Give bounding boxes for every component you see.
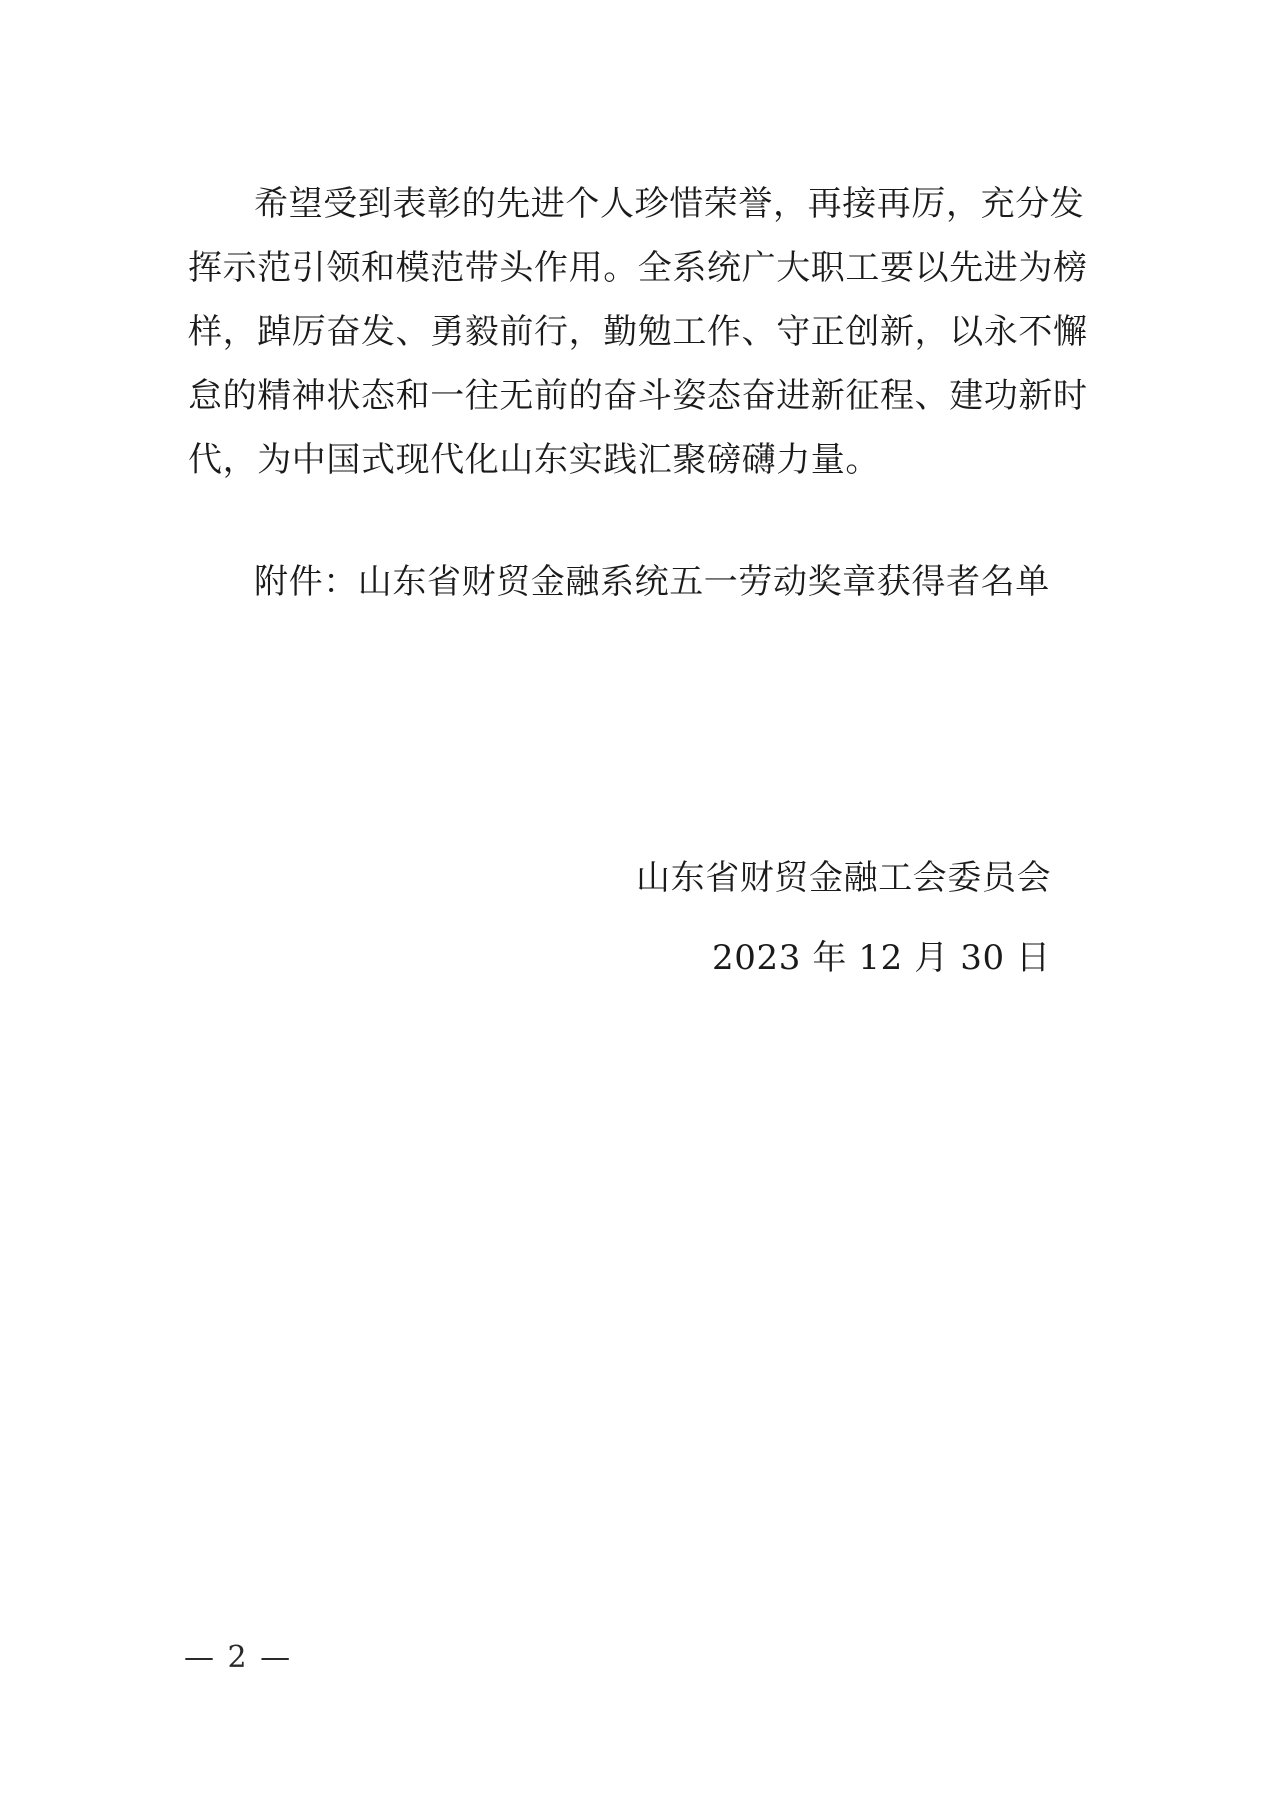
paragraph-line-4: 怠的精神状态和一往无前的奋斗姿态奋进新征程、建功新时: [188, 376, 1088, 416]
signature-date: 2023 年 12 月 30 日: [712, 938, 1051, 978]
attachment-note: 附件：山东省财贸金融系统五一劳动奖章获得者名单: [254, 562, 1050, 602]
page-number: — 2 —: [184, 1640, 293, 1675]
paragraph-line-3: 样，踔厉奋发、勇毅前行，勤勉工作、守正创新，以永不懈: [188, 312, 1088, 352]
paragraph-line-2: 挥示范引领和模范带头作用。全系统广大职工要以先进为榜: [188, 248, 1088, 288]
paragraph-line-1: 希望受到表彰的先进个人珍惜荣誉，再接再厉，充分发: [254, 184, 1085, 224]
signature-organization: 山东省财贸金融工会委员会: [636, 858, 1052, 898]
paragraph-line-5: 代，为中国式现代化山东实践汇聚磅礴力量。: [188, 440, 880, 480]
